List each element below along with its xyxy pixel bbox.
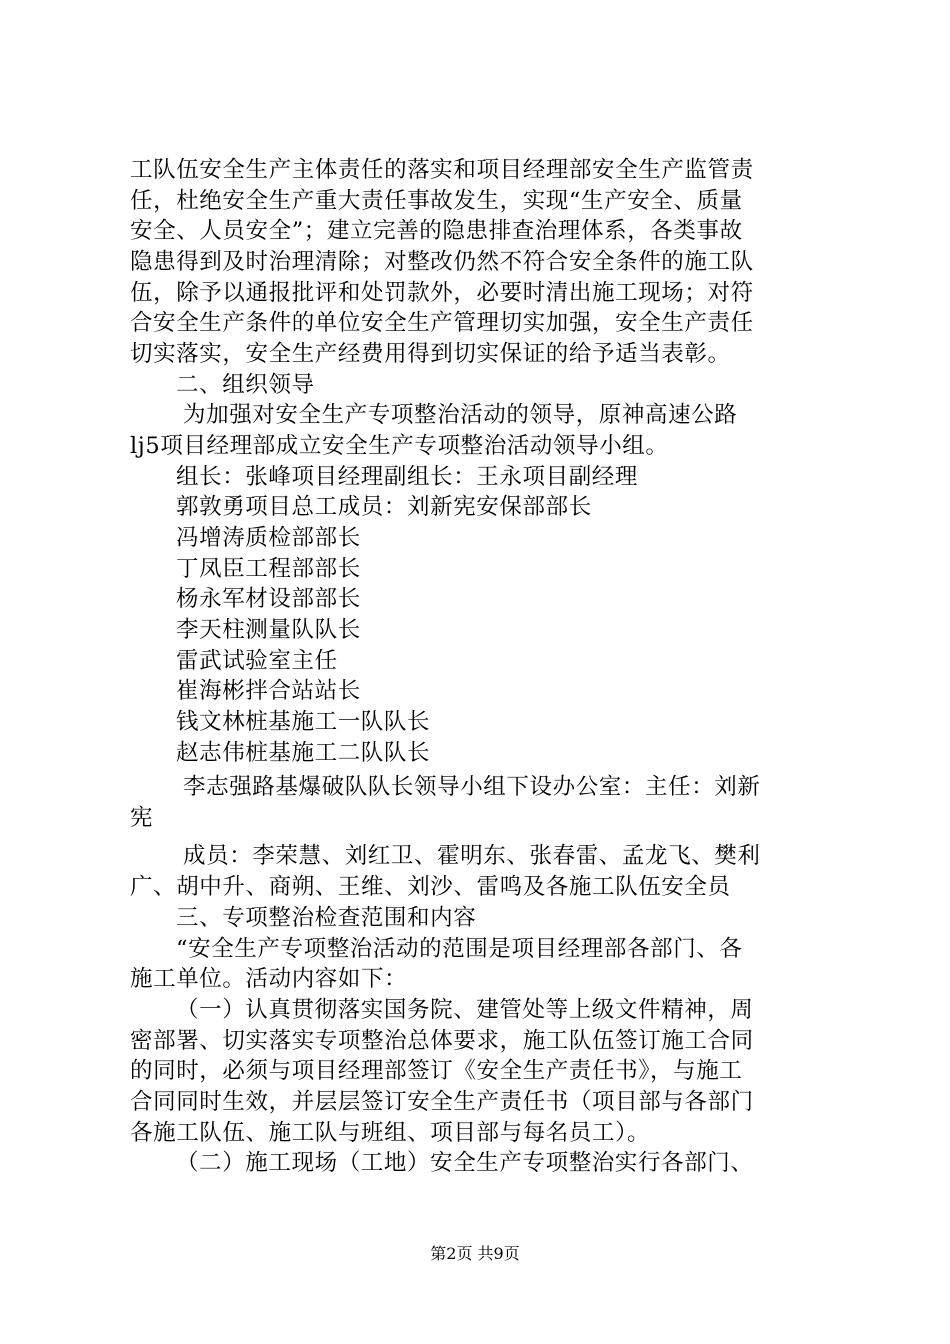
body-text-line: 施工单位。活动内容如下： <box>130 966 408 992</box>
body-text-line: 合同同时生效，并层层签订安全生产责任书（项目部与各部门 <box>130 1089 754 1115</box>
body-text-line: 任，杜绝安全生产重大责任事故发生，实现“生产安全、质量 <box>130 188 743 214</box>
member-line: 雷武试验室主任 <box>176 648 338 674</box>
member-line: 钱文林桩基施工一队队长 <box>176 709 431 735</box>
section-heading: 二、组织领导 <box>176 372 315 398</box>
body-text-line: 安全、人员安全”；建立完善的隐患排查治理体系，各类事故 <box>130 218 743 244</box>
section-heading: 三、专项整治检查范围和内容 <box>176 905 477 931</box>
body-text-line: “安全生产专项整治活动的范围是项目经理部各部门、各 <box>176 936 743 962</box>
member-line: 冯增涛质检部部长 <box>176 525 361 551</box>
body-text-line: （一）认真贯彻落实国务院、建管处等上级文件精神，周 <box>176 997 754 1023</box>
body-text-line: 伍，除予以通报批评和处罚款外，必要时清出施工现场；对符 <box>130 280 754 306</box>
page-footer: 第2页 共9页 <box>430 1244 520 1263</box>
member-line: 李天柱测量队队长 <box>176 617 361 643</box>
body-text-line: 隐患得到及时治理清除；对整改仍然不符合安全条件的施工队 <box>130 249 754 275</box>
body-text-line: lj5项目经理部成立安全生产专项整治活动领导小组。 <box>130 433 669 459</box>
body-text-line: 宪 <box>130 805 154 831</box>
body-text-line: 李志强路基爆破队队长领导小组下设办公室：主任：刘新 <box>183 774 761 800</box>
member-line: 赵志伟桩基施工二队队长 <box>176 740 431 766</box>
body-text-line: 广、胡中升、商朔、王维、刘沙、雷鸣及各施工队伍安全员 <box>130 874 731 900</box>
body-text-line: 工队伍安全生产主体责任的落实和项目经理部安全生产监管责 <box>130 157 754 183</box>
body-text-line: 为加强对安全生产专项整治活动的领导，原神高速公路 <box>183 402 738 428</box>
body-text-line: 的同时，必须与项目经理部签订《安全生产责任书》，与施工 <box>130 1058 743 1084</box>
body-text-line: 合安全生产条件的单位安全生产管理切实加强，安全生产责任 <box>130 310 754 336</box>
body-text-line: 密部署、切实落实专项整治总体要求，施工队伍签订施工合同 <box>130 1028 754 1054</box>
body-text-line: 切实落实，安全生产经费用得到切实保证的给予适当表彰。 <box>130 341 731 367</box>
body-text-line: （二）施工现场（工地）安全生产专项整治实行各部门、 <box>176 1150 754 1176</box>
member-line: 丁凤臣工程部部长 <box>176 556 361 582</box>
member-line: 杨永军材设部部长 <box>176 586 361 612</box>
member-line: 组长：张峰项目经理副组长：王永项目副经理 <box>176 464 639 490</box>
body-text-line: 成员：李荣慧、刘红卫、霍明东、张春雷、孟龙飞、樊利 <box>183 843 761 869</box>
member-line: 郭敦勇项目总工成员：刘新宪安保部部长 <box>176 494 592 520</box>
member-line: 崔海彬拌合站站长 <box>176 678 361 704</box>
body-text-line: 各施工队伍、施工队与班组、项目部与每名员工）。 <box>130 1120 651 1146</box>
